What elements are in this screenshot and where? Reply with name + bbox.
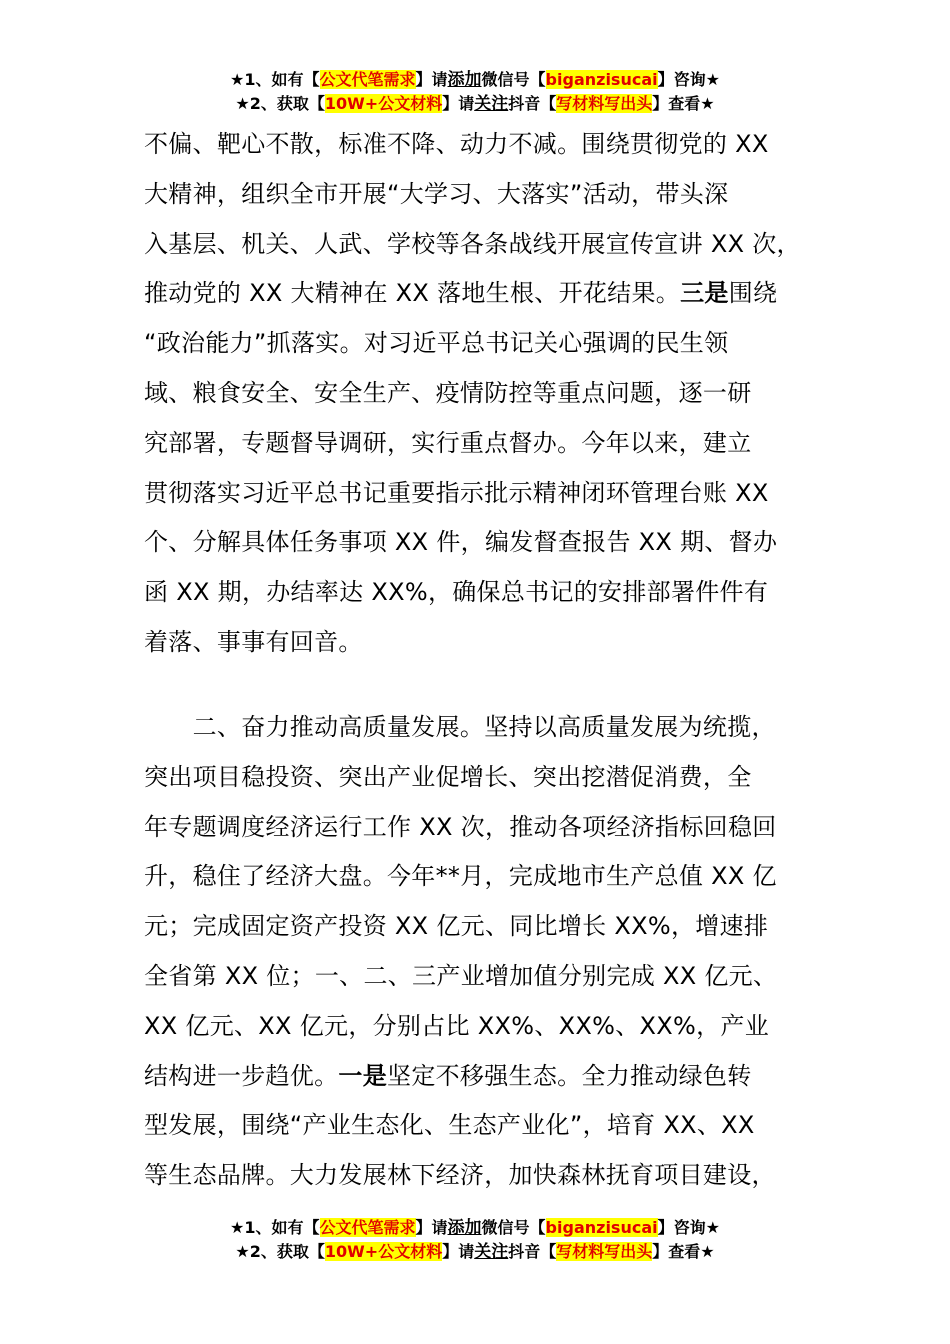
text-line: 入基层、机关、人武、学校等各条战线开展宣传宣讲 XX 次， bbox=[144, 229, 801, 258]
text-line: 升，稳住了经济大盘。今年**月，完成地市生产总值 XX 亿 bbox=[144, 862, 777, 891]
banner-text: ★2、获取【 bbox=[235, 1242, 325, 1261]
banner-text: 抖音【 bbox=[508, 1242, 557, 1261]
text-line: 型发展，围绕“产业生态化、生态产业化”，培育 XX、XX bbox=[144, 1111, 755, 1140]
banner-highlight: 10W+公文材料 bbox=[324, 94, 443, 113]
text-line: 域、粮食安全、安全生产、疫情防控等重点问题，逐一研 bbox=[144, 378, 752, 407]
banner-highlight: 公文代笔需求 bbox=[319, 70, 416, 89]
text-line: 元；完成固定资产投资 XX 亿元、同比增长 XX%，增速排 bbox=[144, 912, 769, 941]
banner-highlight: 公文代笔需求 bbox=[319, 1218, 416, 1237]
text-line: XX 亿元、XX 亿元，分别占比 XX%、XX%、XX%，产业 bbox=[144, 1011, 770, 1040]
bold-marker: 一是 bbox=[338, 1061, 388, 1090]
text-line: 个、分解具体任务事项 XX 件，编发督查报告 XX 期、督办 bbox=[144, 528, 778, 557]
text-line: 突出项目稳投资、突出产业促增长、突出挖潜促消费，全 bbox=[144, 762, 752, 791]
text-line: 二、奋力推动高质量发展。坚持以高质量发展为统揽， bbox=[144, 713, 776, 741]
banner-text: 】查看★ bbox=[652, 94, 715, 113]
banner-text: 微信号【 bbox=[481, 70, 546, 89]
banner-text: ★1、如有【 bbox=[230, 70, 320, 89]
banner-underline: 添加 bbox=[447, 1218, 482, 1238]
banner-text: 微信号【 bbox=[481, 1218, 546, 1237]
banner-highlight: 写材料写出头 bbox=[556, 1242, 653, 1261]
banner-text: 】咨询★ bbox=[657, 1218, 720, 1237]
text-segment: 坚定不移强生态。全力推动绿色转 bbox=[387, 1061, 752, 1090]
paragraph-2 bbox=[144, 703, 834, 1201]
banner-text: 】请 bbox=[442, 1242, 475, 1261]
banner-underline: 添加 bbox=[447, 70, 482, 90]
text-line bbox=[144, 269, 834, 319]
banner-text: 抖音【 bbox=[508, 94, 557, 113]
banner-line-2 bbox=[0, 92, 950, 116]
text-segment: 围绕 bbox=[728, 279, 778, 308]
text-segment: 结构进一步趋优。 bbox=[144, 1061, 339, 1090]
text-line: 大精神，组织全市开展“大学习、大落实”活动，带头深 bbox=[144, 179, 729, 208]
paragraph-1 bbox=[144, 120, 834, 668]
banner-line-1 bbox=[0, 1216, 950, 1240]
banner-highlight: biganzisucai bbox=[545, 70, 658, 89]
banner-text: 】查看★ bbox=[652, 1242, 715, 1261]
banner-text: 】请 bbox=[415, 1218, 448, 1237]
text-line: 着落、事事有回音。 bbox=[144, 627, 363, 656]
text-line: 不偏、靶心不散，标准不降、动力不减。围绕贯彻党的 XX bbox=[144, 130, 769, 158]
bottom-banner bbox=[0, 1216, 950, 1264]
banner-text: 】咨询★ bbox=[657, 70, 720, 89]
bold-marker: 三是 bbox=[680, 279, 729, 308]
text-line bbox=[144, 1052, 834, 1102]
text-line: 全省第 XX 位；一、二、三产业增加值分别完成 XX 亿元、 bbox=[144, 961, 778, 990]
banner-text: 】请 bbox=[442, 94, 475, 113]
banner-underline: 关注 bbox=[474, 94, 509, 114]
banner-text: ★1、如有【 bbox=[230, 1218, 320, 1237]
text-line: 年专题调度经济运行工作 XX 次，推动各项经济指标回稳回 bbox=[144, 812, 777, 841]
text-line: “政治能力”抓落实。对习近平总书记关心强调的民生领 bbox=[144, 329, 729, 358]
banner-underline: 关注 bbox=[474, 1242, 509, 1262]
top-banner bbox=[0, 68, 950, 116]
text-line: 贯彻落实习近平总书记重要指示批示精神闭环管理台账 XX bbox=[144, 478, 769, 507]
banner-highlight: biganzisucai bbox=[545, 1218, 658, 1237]
banner-line-1 bbox=[0, 68, 950, 92]
text-line: 究部署，专题督导调研，实行重点督办。今年以来，建立 bbox=[144, 428, 752, 457]
banner-text: ★2、获取【 bbox=[235, 94, 325, 113]
banner-highlight: 写材料写出头 bbox=[556, 94, 653, 113]
banner-highlight: 10W+公文材料 bbox=[324, 1242, 443, 1261]
text-segment: 推动党的 XX 大精神在 XX 落地生根、开花结果。 bbox=[144, 279, 681, 308]
text-line: 函 XX 期，办结率达 XX%，确保总书记的安排部署件件有 bbox=[144, 578, 769, 607]
banner-line-2 bbox=[0, 1240, 950, 1264]
banner-text: 】请 bbox=[415, 70, 448, 89]
text-line: 等生态品牌。大力发展林下经济，加快森林抚育项目建设， bbox=[144, 1161, 776, 1190]
